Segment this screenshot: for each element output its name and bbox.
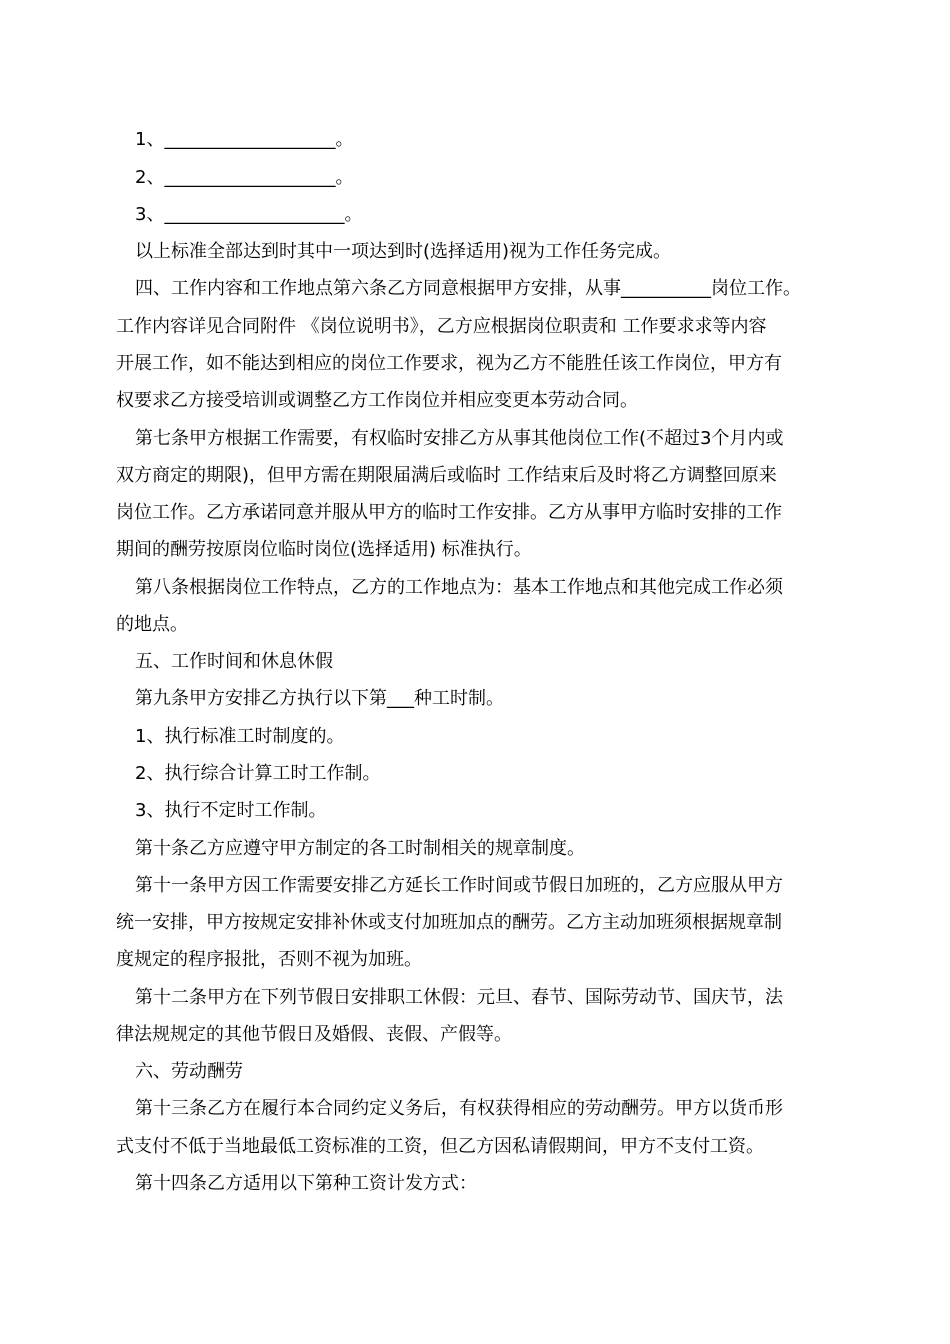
- article-13-line: 第十三条乙方在履行本合同约定义务后，有权获得相应的劳动酬劳。甲方以货币形: [135, 1098, 783, 1119]
- article-11-line: 第十一条甲方因工作需要安排乙方延长工作时间或节假日加班的，乙方应服从甲方: [135, 875, 783, 896]
- paragraph-line: 以上标准全部达到时其中一项达到时(选择适用)视为工作任务完成。: [135, 241, 672, 262]
- paragraph-line: 工作内容详见合同附件 《岗位说明书》，乙方应根据岗位职责和 工作要求求等内容: [116, 316, 767, 337]
- list-item: 1、执行标准工时制度的。: [135, 726, 345, 747]
- paragraph-line: 度规定的程序报批，否则不视为加班。: [116, 949, 422, 970]
- paragraph-line: 统一安排，甲方按规定安排补休或支付加班加点的酬劳。乙方主动加班须根据规章制: [116, 912, 782, 933]
- blank-item-1: 1、___________________。: [135, 129, 354, 150]
- article-8-line: 第八条根据岗位工作特点，乙方的工作地点为：基本工作地点和其他完成工作必须: [135, 577, 783, 598]
- list-item: 3、执行不定时工作制。: [135, 800, 327, 821]
- section-heading-5: 五、工作时间和休息休假: [135, 651, 333, 672]
- blank-item-3: 3、____________________。: [135, 204, 363, 225]
- section-heading-4: 四、工作内容和工作地点第六条乙方同意根据甲方安排，从事__________岗位工作。: [135, 278, 801, 299]
- paragraph-line: 期间的酬劳按原岗位临时岗位(选择适用) 标准执行。: [116, 539, 532, 560]
- paragraph-line: 律法规规定的其他节假日及婚假、丧假、产假等。: [116, 1024, 512, 1045]
- article-10-line: 第十条乙方应遵守甲方制定的各工时制相关的规章制度。: [135, 838, 585, 859]
- paragraph-line: 岗位工作。乙方承诺同意并服从甲方的临时工作安排。乙方从事甲方临时安排的工作: [116, 502, 782, 523]
- blank-item-2: 2、___________________。: [135, 167, 354, 188]
- paragraph-line: 双方商定的期限)，但甲方需在期限届满后或临时 工作结束后及时将乙方调整回原来: [116, 465, 777, 486]
- paragraph-line: 权要求乙方接受培训或调整乙方工作岗位并相应变更本劳动合同。: [116, 390, 638, 411]
- article-7-line: 第七条甲方根据工作需要，有权临时安排乙方从事其他岗位工作(不超过3个月内或: [135, 428, 784, 449]
- article-12-line: 第十二条甲方在下列节假日安排职工休假：元旦、春节、国际劳动节、国庆节，法: [135, 987, 783, 1008]
- list-item: 2、执行综合计算工时工作制。: [135, 763, 381, 784]
- paragraph-line: 的地点。: [116, 614, 188, 635]
- paragraph-line: 式支付不低于当地最低工资标准的工资，但乙方因私请假期间，甲方不支付工资。: [116, 1136, 764, 1157]
- article-14-line: 第十四条乙方适用以下第种工资计发方式：: [135, 1173, 477, 1194]
- section-heading-6: 六、劳动酬劳: [135, 1061, 243, 1082]
- article-9-line: 第九条甲方安排乙方执行以下第___种工时制。: [135, 688, 504, 709]
- paragraph-line: 开展工作，如不能达到相应的岗位工作要求，视为乙方不能胜任该工作岗位，甲方有: [116, 353, 782, 374]
